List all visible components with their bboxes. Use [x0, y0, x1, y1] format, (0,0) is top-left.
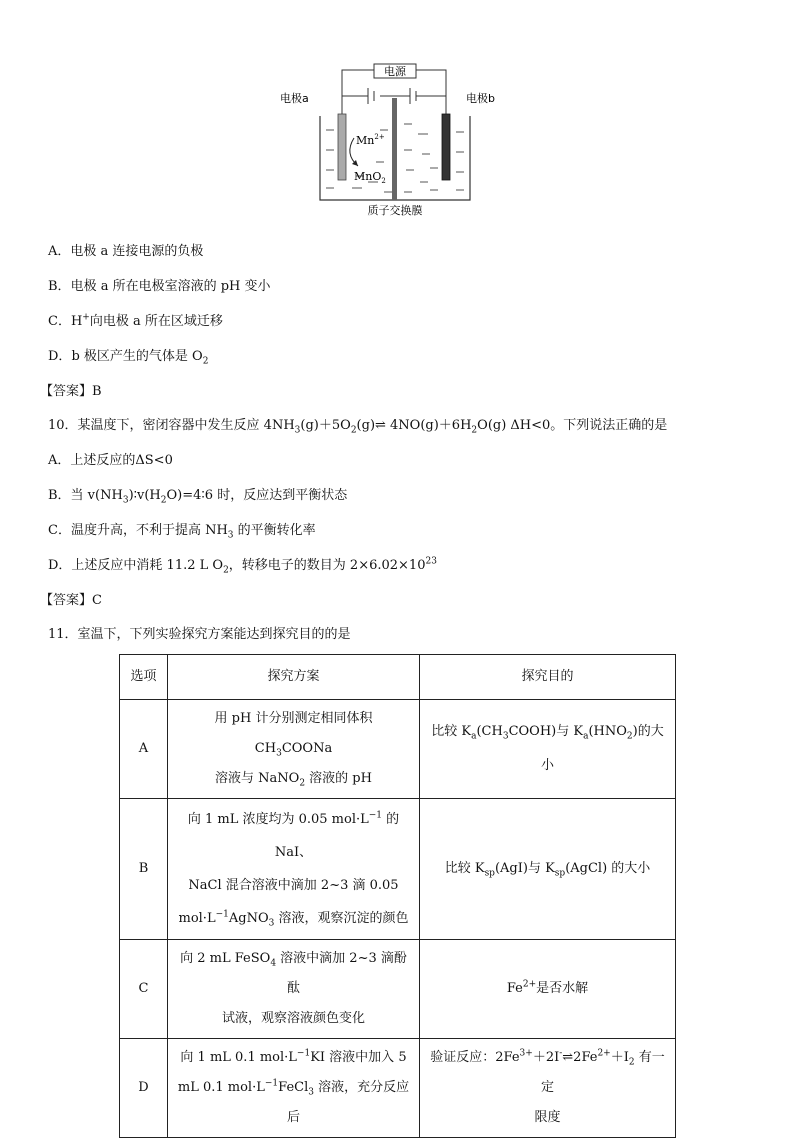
row-purpose: $Fe^{2+}$是否水解: [420, 940, 676, 1039]
electrode-a: [338, 114, 346, 180]
table-row: [120, 799, 676, 940]
header-plan: 探究方案: [168, 655, 420, 700]
q11-stem: 11．室温下，下列实验探究方案能达到探究目的的是: [48, 627, 351, 642]
electrolysis-cell-diagram: [280, 58, 520, 218]
membrane-label: 质子交换膜: [367, 204, 423, 217]
row-option: D: [120, 1039, 168, 1138]
table-row: [120, 700, 676, 799]
mno2-label: MnO$_2$: [354, 170, 386, 185]
q9-option-d: D．b 极区产生的气体是 $O_2$: [48, 349, 209, 367]
row-purpose: 比较 $K_{sp}(AgI)$与 $K_{sp}(AgCl)$ 的大小: [420, 799, 676, 940]
q10-option-a: A．上述反应的ΔS<0: [48, 453, 173, 468]
electrode-b-label: 电极b: [466, 92, 495, 105]
q10-stem: 10．某温度下，密闭容器中发生反应 $4NH_3(g)+5O_2(g)\rightleftharpoons$ $4NO(g)+6H_2O(g)$ ΔH<0。下列说法正确的是: [48, 418, 668, 436]
row-plan: 向 2 mL FeSO$_4$ 溶液中滴加 2~3 滴酚酞 试液，观察溶液颜色变化: [168, 940, 420, 1039]
q9-answer: 【答案】B: [40, 384, 102, 399]
q10-option-d: D．上述反应中消耗 11.2 L $O_2$，转移电子的数目为 $2\times 6.02\times 10^{23}$: [48, 556, 437, 576]
q9-option-a: A．电极 a 连接电源的负极: [48, 244, 204, 259]
row-option: C: [120, 940, 168, 1039]
header-option: 选项: [120, 655, 168, 700]
electrode-b: [442, 114, 450, 180]
q10-answer: 【答案】C: [40, 593, 102, 608]
proton-exchange-membrane: [392, 98, 397, 200]
row-option: B: [120, 799, 168, 940]
table-header-row: [120, 655, 676, 700]
q10-option-c: C．温度升高，不利于提高 $NH_3$ 的平衡转化率: [48, 523, 316, 541]
wire-right: [416, 70, 446, 120]
mn-ion-label: $Mn^{2+}$: [356, 133, 385, 147]
q10-option-b: B．当 $v(NH_3)∶v(H_2O)=4∶6$ 时，反应达到平衡状态: [48, 488, 348, 506]
power-source-label: 电源: [384, 65, 406, 78]
electrode-a-label: 电极a: [280, 92, 309, 105]
wire-left: [342, 70, 374, 120]
q9-option-b: B．电极 a 所在电极室溶液的 pH 变小: [48, 279, 271, 294]
row-purpose: 验证反应：$2Fe^{3+}+2I^-\rightleftharpoons 2Fe^{2+}+I_2$ 有一定 限度: [420, 1039, 676, 1138]
q9-option-c: C．H+向电极 a 所在区域迁移: [48, 312, 223, 329]
experiment-table: [119, 654, 676, 1138]
row-plan: 向 1 mL 0.1 $mol\cdot L^{-1}KI$ 溶液中加入 5 mL 0.1 $mol\cdot L^{-1}FeCl_3$ 溶液，充分反应后: [168, 1039, 420, 1138]
table-row: [120, 940, 676, 1039]
row-plan: 向 1 mL 浓度均为 0.05 $mol\cdot L^{-1}$ 的 NaI、 NaCl 混合溶液中滴加 2~3 滴 0.05 $mol\cdot L^{-1}AgNO_3$ 溶液，观察沉淀的颜色: [168, 799, 420, 940]
header-purpose: 探究目的: [420, 655, 676, 700]
row-plan: 用 pH 计分别测定相同体积 $CH_3COONa$ 溶液与 NaNO$_2$ 溶液的 pH: [168, 700, 420, 799]
row-purpose: 比较 $K_a(CH_3COOH)$与 $K_a(HNO_2)$的大小: [420, 700, 676, 799]
row-option: A: [120, 700, 168, 799]
